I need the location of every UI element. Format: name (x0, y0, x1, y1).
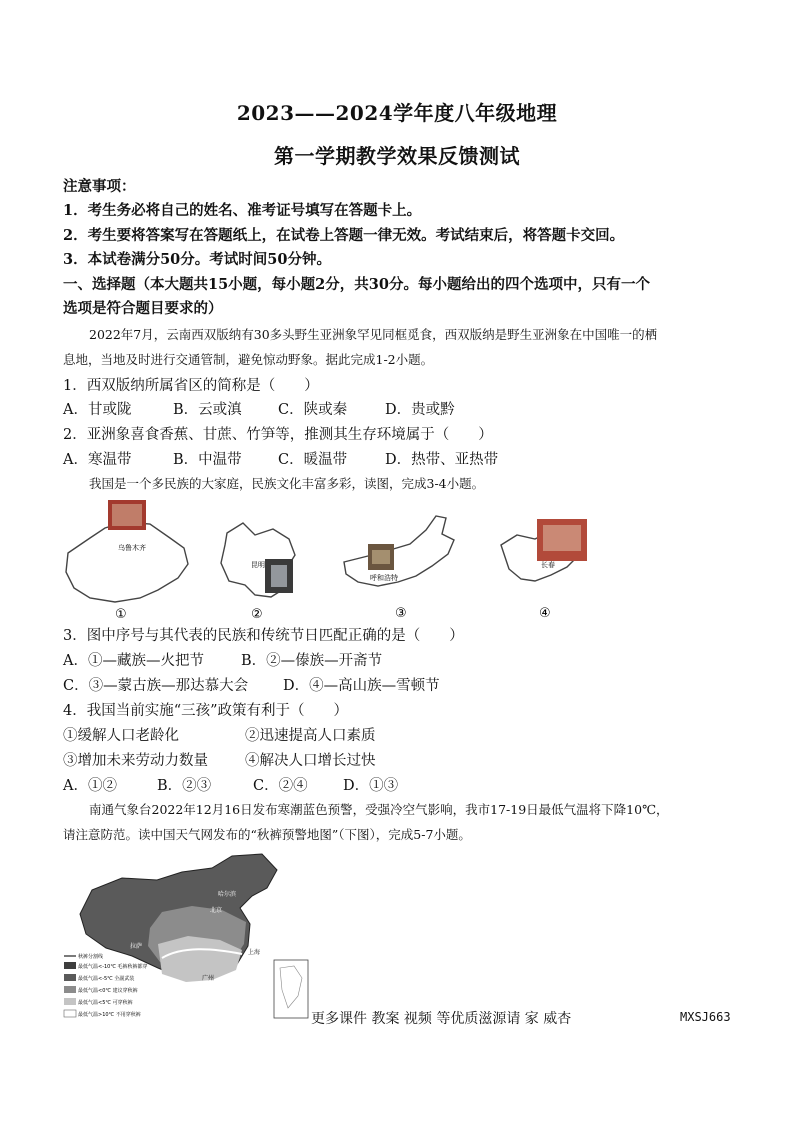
q1-option-b[interactable]: B．云或滇 (173, 402, 242, 418)
legend-3: 最低气温<0℃ 建议穿秋裤 (78, 988, 138, 994)
map-3-number: ③ (395, 606, 407, 620)
map-2-yunnan (215, 515, 315, 620)
passage3-line-1: 南通气象台2022年12月16日发布寒潮蓝色预警，受强冷空气影响，我市17-19日最低气温将下降10℃， (89, 802, 669, 817)
passage2: 我国是一个多民族的大家庭，民族文化丰富多彩，读图，完成3-4小题。 (89, 476, 485, 491)
q4-stem: 4．我国当前实施“三孩”政策有利于（ ） (63, 703, 349, 719)
map-4-city: 长春 (541, 561, 555, 569)
map-1-outline (66, 522, 188, 602)
map-2-city: 昆明 (251, 561, 265, 569)
q4-item-1: ①缓解人口老龄化 (63, 728, 179, 744)
q4-option-c[interactable]: C．②④ (253, 778, 308, 794)
map-label-guangzhou: 广州 (202, 975, 215, 982)
q3-option-a[interactable]: A．①—藏族—火把节 (63, 653, 204, 669)
legend-2: 最低气温<-5℃ 全副武装 (78, 976, 135, 982)
q4-option-a[interactable]: A．①② (63, 778, 117, 794)
china-warning-map (62, 850, 312, 1030)
legend-0: 秋裤分割线 (78, 954, 104, 960)
map-1-xinjiang (60, 498, 195, 618)
legend-1: 最低气温<-10℃ 毛裤秋裤都穿 (78, 964, 148, 970)
map-3-outline (344, 516, 454, 586)
passage1-line-1: 2022年7月，云南西双版纳有30多头野生亚洲象罕见同框觅食，西双版纳是野生亚洲象在中国唯一的栖 (89, 327, 658, 342)
legend-swatch-2 (64, 974, 76, 981)
map-label-harbin: 哈尔滨 (218, 891, 237, 898)
q3-stem: 3．图中序号与其代表的民族和传统节日匹配正确的是（ ） (63, 628, 464, 644)
q2-option-a[interactable]: A．寒温带 (63, 452, 132, 468)
q1-stem: 1．西双版纳所属省区的简称是（ ） (63, 378, 319, 394)
q1-option-d[interactable]: D．贵或黔 (385, 402, 455, 418)
q1-option-c[interactable]: C．陕或秦 (278, 402, 348, 418)
map-3-inner-mongolia (338, 510, 473, 620)
q4-item-4: ④解决人口增长过快 (245, 753, 376, 769)
section-heading-line-1: 一、选择题（本大题共15小题，每小题2分，共30分。每小题给出的四个选项中，只有一个 (63, 276, 650, 293)
notice-item-2: 2．考生要将答案写在答题纸上，在试卷上答题一律无效。考试结束后，将答题卡交回。 (63, 227, 625, 244)
q4-item-3: ③增加未来劳动力数量 (63, 753, 208, 769)
legend-swatch-3 (64, 986, 76, 993)
map-4-number: ④ (539, 606, 551, 620)
footer-code: MXSJ663 (680, 1010, 731, 1024)
q4-option-b[interactable]: B．②③ (157, 778, 212, 794)
map-2-number: ② (251, 607, 263, 620)
q1-option-a[interactable]: A．甘或陇 (63, 402, 132, 418)
map-label-beijing: 北京 (210, 907, 223, 914)
legend-swatch-1 (64, 962, 76, 969)
notice-item-3: 3．本试卷满分50分。考试时间50分钟。 (63, 251, 331, 268)
map-label-shanghai: 上海 (248, 949, 261, 956)
title-line-1: 2023——2024学年度八年级地理 (236, 101, 558, 125)
footer-text: 更多课件 教案 视频 等优质滋源请 家 威杏 (311, 1011, 572, 1027)
q2-stem: 2．亚洲象喜食香蕉、甘蔗、竹笋等，推测其生存环境属于（ ） (63, 427, 493, 443)
notice-item-1: 1．考生务必将自己的姓名、准考证号填写在答题卡上。 (63, 202, 422, 219)
q2-option-d[interactable]: D．热带、亚热带 (385, 452, 499, 468)
legend-5: 最低气温>10℃ 不用穿秋裤 (78, 1012, 141, 1018)
q2-option-c[interactable]: C．暖温带 (278, 452, 348, 468)
q3-option-b[interactable]: B．②—傣族—开斋节 (241, 653, 383, 669)
map-1-number: ① (115, 607, 127, 618)
legend-4: 最低气温<5℃ 可穿秋裤 (78, 1000, 133, 1006)
legend-swatch-5 (64, 1010, 76, 1017)
title-line-2: 第一学期教学效果反馈测试 (274, 144, 520, 168)
passage3-line-2: 请注意防范。读中国天气网发布的“秋裤预警地图”（下图），完成5-7小题。 (63, 827, 471, 842)
map-4-jilin (495, 515, 595, 620)
q3-option-c[interactable]: C．③—蒙古族—那达慕大会 (63, 678, 249, 694)
section-heading-line-2: 选项是符合题目要求的） (63, 300, 223, 317)
map-1-city: 乌鲁木齐 (118, 544, 146, 552)
q4-item-2: ②迅速提高人口素质 (245, 728, 376, 744)
map-3-city: 呼和浩特 (370, 574, 398, 582)
legend-swatch-4 (64, 998, 76, 1005)
q2-option-b[interactable]: B．中温带 (173, 452, 242, 468)
q4-option-d[interactable]: D．①③ (343, 778, 399, 794)
south-china-sea-inset (274, 960, 308, 1018)
map-label-lhasa: 拉萨 (130, 943, 143, 950)
passage1-line-2: 息地，当地及时进行交通管制，避免惊动野象。据此完成1-2小题。 (63, 352, 434, 367)
q3-option-d[interactable]: D．④—高山族—雪顿节 (283, 678, 440, 694)
notice-heading: 注意事项： (63, 178, 136, 195)
